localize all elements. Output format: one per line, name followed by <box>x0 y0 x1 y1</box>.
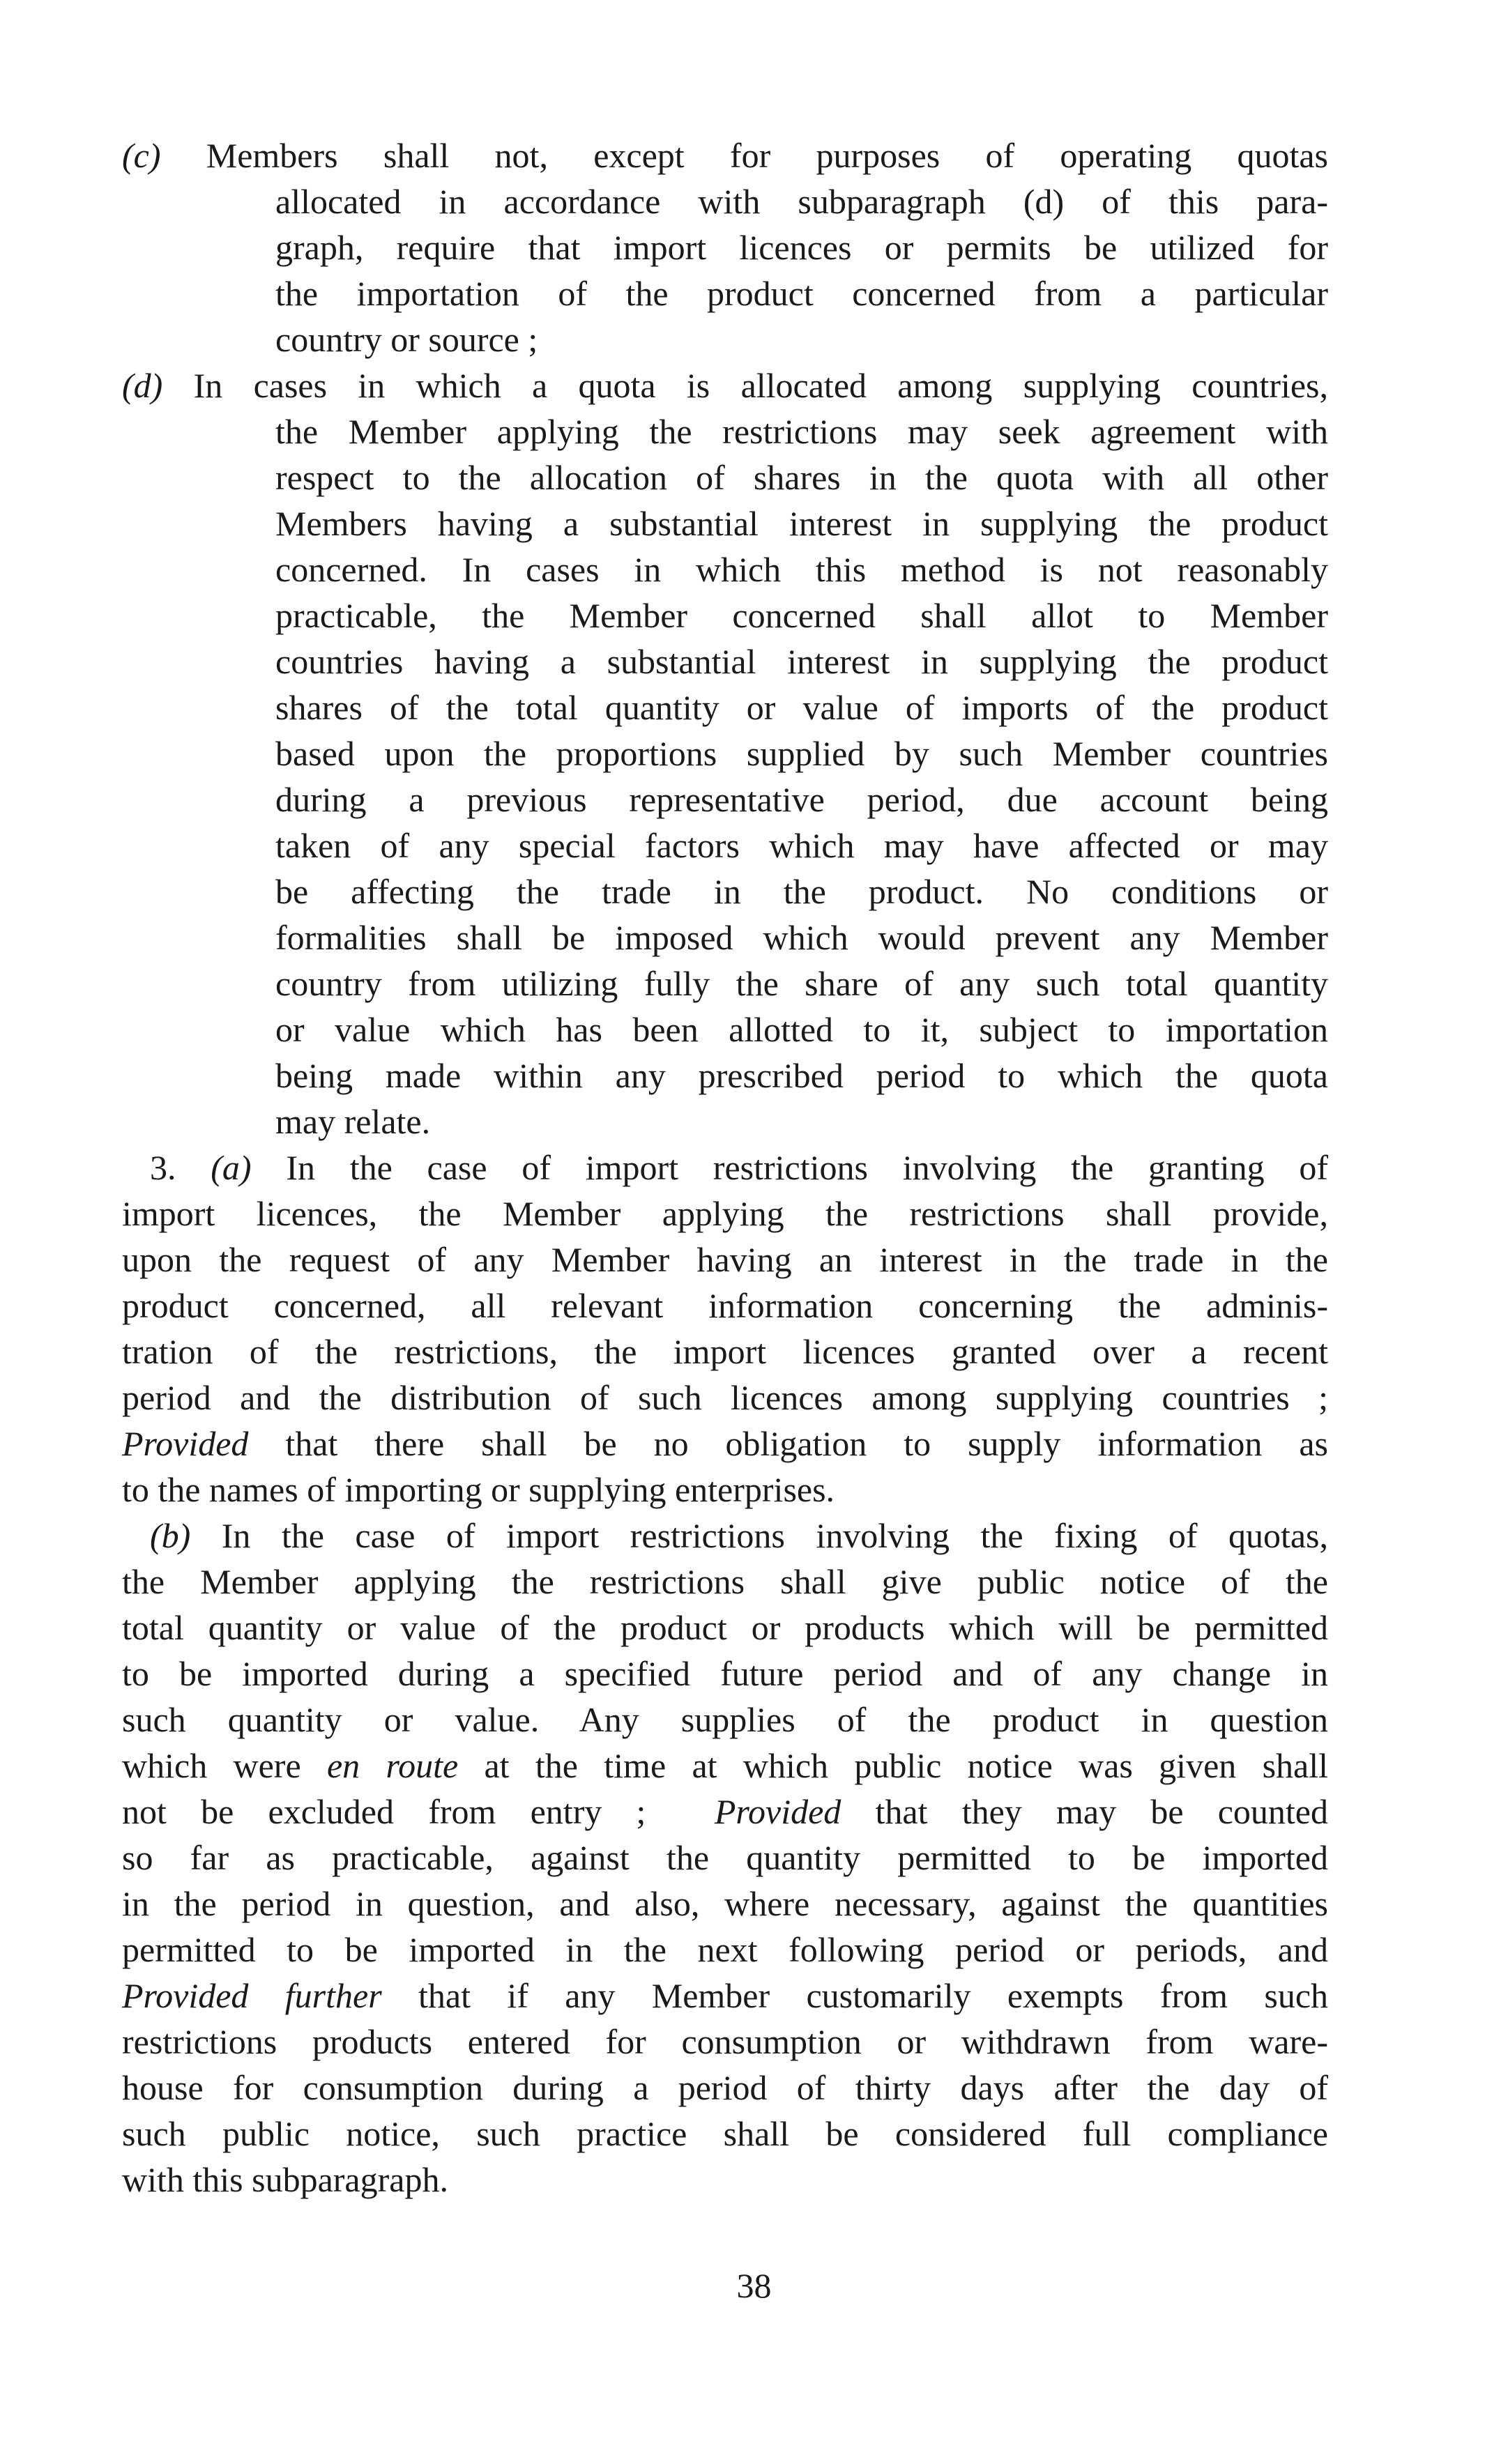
text-line: to be imported during a specified future period and of any change in <box>122 1654 1328 1693</box>
text-line: shares of the total quantity or value of imports of the product <box>275 688 1328 727</box>
text-line: in the period in question, and also, where necessary, against the quantities <box>122 1884 1328 1923</box>
text-line: upon the request of any Member having an interest in the trade in the <box>122 1240 1328 1279</box>
text-line: be affecting the trade in the product. No conditions or <box>275 872 1328 911</box>
text-line: the Member applying the restrictions may seek agreement with <box>275 412 1328 451</box>
text-line: restrictions products entered for consumption or withdrawn from ware- <box>122 2022 1328 2061</box>
text-line: countries having a substantial interest in supplying the product <box>275 642 1328 681</box>
text-line: (c) Members shall not, except for purposes of operating quotas <box>122 136 1329 175</box>
text-line: country or source ; <box>275 320 538 359</box>
italic-term: Provided <box>122 1424 249 1463</box>
text-line: 3. (a) In the case of import restrictions involving the granting of <box>150 1148 1328 1187</box>
text-line: may relate. <box>275 1102 431 1141</box>
text-line: to the names of importing or supplying enterprises. <box>122 1470 835 1509</box>
text-line: with this subparagraph. <box>122 2160 448 2199</box>
text-line: which were en route at the time at which public notice was given shall <box>122 1746 1329 1785</box>
text-line: based upon the proportions supplied by such Member countries <box>275 734 1328 773</box>
text-line: house for consumption during a period of thirty days after the day of <box>122 2068 1328 2107</box>
paragraph-label: 3. (a) <box>150 1148 252 1187</box>
text-line: so far as practicable, against the quantity permitted to be imported <box>122 1838 1328 1877</box>
text-line: allocated in accordance with subparagraph (d) of this para- <box>275 182 1328 221</box>
page-number: 38 <box>736 2266 772 2305</box>
text-line: the importation of the product concerned from a particular <box>275 274 1328 313</box>
text-line: formalities shall be imposed which would prevent any Member <box>275 918 1328 957</box>
text-line: Provided further that if any Member customarily exempts from such <box>122 1976 1329 2015</box>
text-line: the Member applying the restrictions shall give public notice of the <box>122 1562 1328 1601</box>
text-line: (b) In the case of import restrictions involving the fixing of quotas, <box>150 1516 1328 1555</box>
paragraph-label: (c) <box>122 136 161 175</box>
text-line: total quantity or value of the product or products which will be permitted <box>122 1608 1328 1647</box>
text-line: such quantity or value. Any supplies of the product in question <box>122 1700 1328 1739</box>
text-line: respect to the allocation of shares in the quota with all other <box>275 458 1328 497</box>
paragraph-label: (d) <box>122 366 163 405</box>
text-line: graph, require that import licences or permits be utilized for <box>275 228 1328 267</box>
text-line: country from utilizing fully the share of any such total quantity <box>275 964 1328 1003</box>
paragraph-label: (b) <box>150 1516 191 1555</box>
text-line: taken of any special factors which may have affected or may <box>275 826 1328 865</box>
text-line: (d) In cases in which a quota is allocated among supplying countries, <box>122 366 1329 405</box>
text-line: not be excluded from entry ; Provided that they may be counted <box>122 1792 1329 1831</box>
italic-term: Provided <box>714 1792 841 1831</box>
text-line: practicable, the Member concerned shall allot to Member <box>275 596 1328 635</box>
text-line: product concerned, all relevant information concerning the adminis- <box>122 1286 1328 1325</box>
text-line: Provided that there shall be no obligation to supply information as <box>122 1424 1328 1463</box>
text-line: period and the distribution of such licences among supplying countries ; <box>122 1378 1328 1417</box>
text-line: tration of the restrictions, the import licences granted over a recent <box>122 1332 1328 1371</box>
italic-term: en route <box>326 1746 459 1785</box>
text-line: during a previous representative period, due account being <box>275 780 1328 819</box>
italic-term: Provided further <box>122 1976 382 2015</box>
text-line: such public notice, such practice shall be considered full compliance <box>122 2114 1328 2153</box>
text-line: or value which has been allotted to it, subject to importation <box>275 1010 1328 1049</box>
text-line: Members having a substantial interest in supplying the product <box>275 504 1328 543</box>
text-line: being made within any prescribed period to which the quota <box>275 1056 1328 1095</box>
text-line: concerned. In cases in which this method is not reasonably <box>275 550 1328 589</box>
text-line: import licences, the Member applying the restrictions shall provide, <box>122 1194 1328 1233</box>
text-line: permitted to be imported in the next following period or periods, and <box>122 1930 1328 1969</box>
